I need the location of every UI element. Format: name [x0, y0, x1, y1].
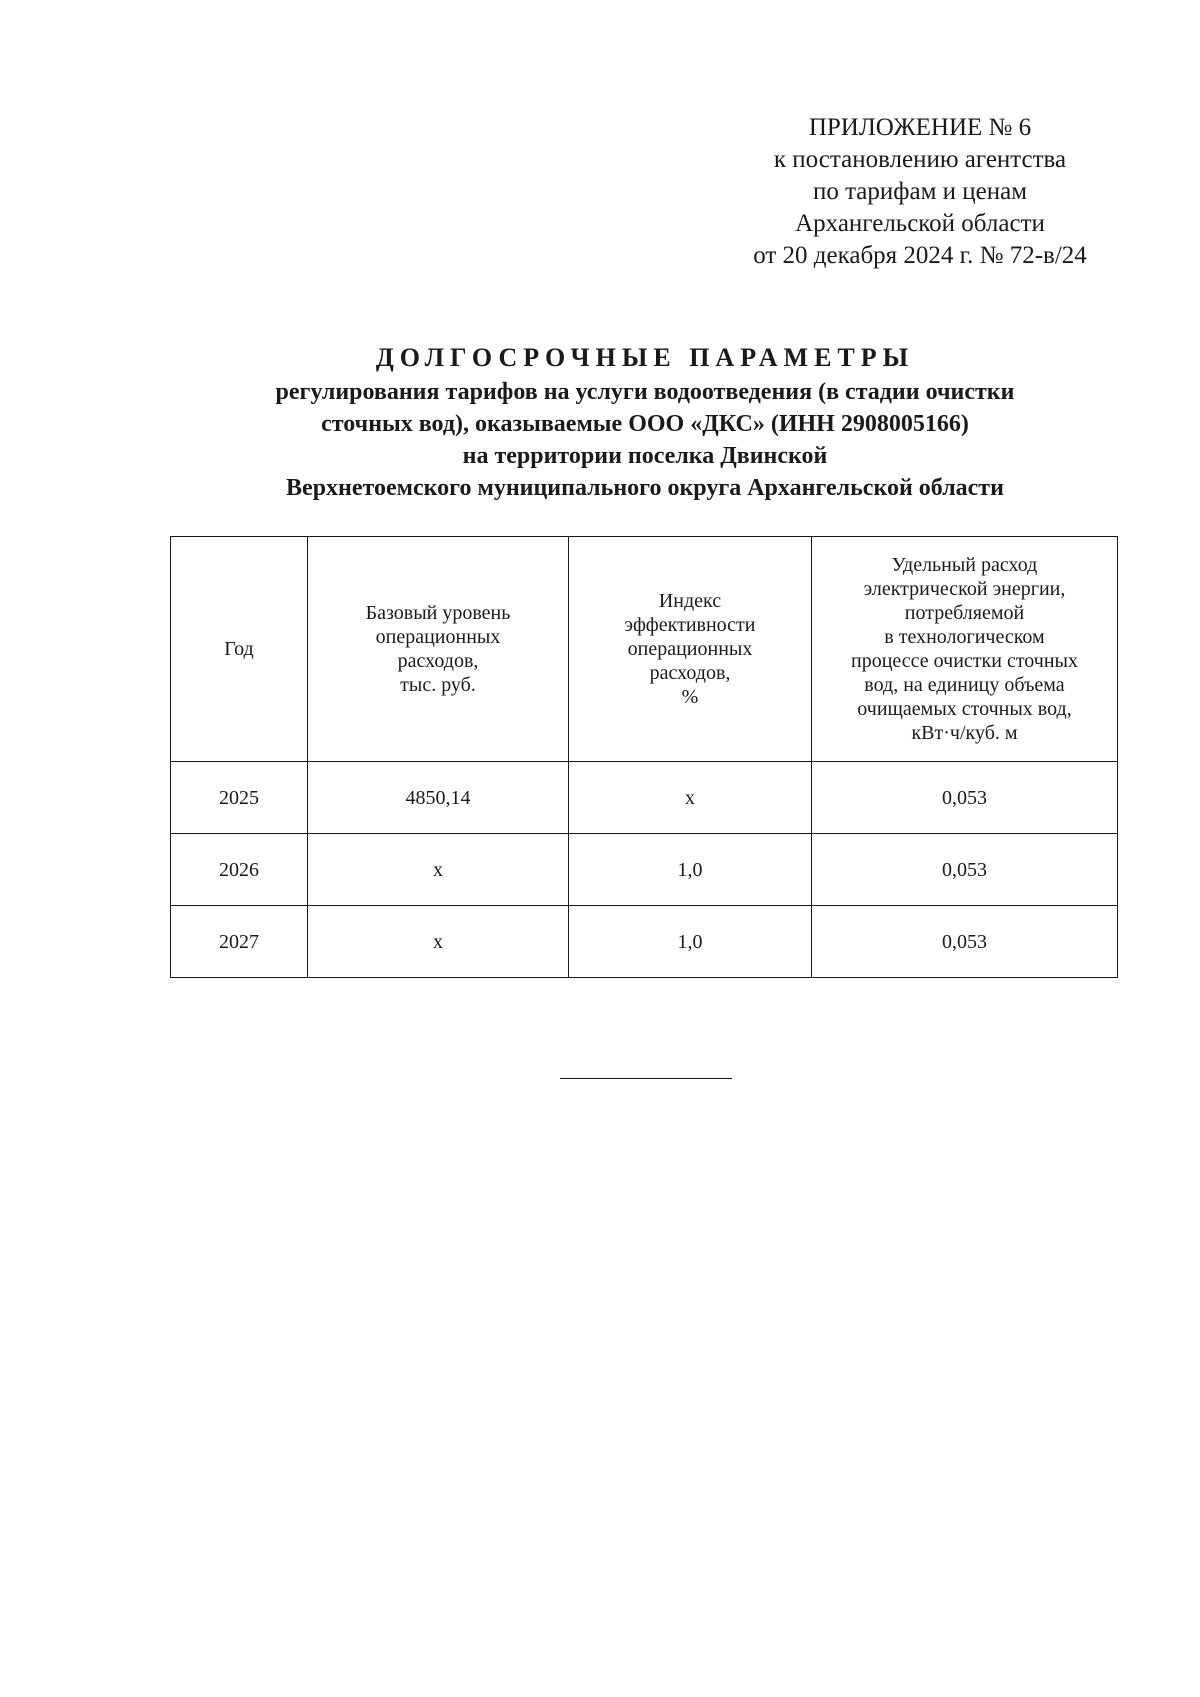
parameters-table: [170, 536, 1118, 978]
appendix-number: ПРИЛОЖЕНИЕ № 6: [808, 114, 1032, 141]
appendix-date: от 20 декабря 2024 г. № 72-в/24: [753, 242, 1087, 269]
subtitle-line-4: Верхнетоемского муниципального округа Архангельской области: [286, 475, 1004, 501]
cell-year: 2026: [171, 834, 308, 906]
table-row: [171, 906, 1118, 978]
subtitle-line-1: регулирования тарифов на услуги водоотведения (в стадии очистки: [275, 379, 1015, 405]
cell-electricity: 0,053: [812, 762, 1118, 834]
header-year: Год: [171, 537, 308, 762]
cell-year: 2027: [171, 906, 308, 978]
subtitle-line-3: на территории поселка Двинской: [462, 443, 828, 469]
closing-divider: [560, 1078, 732, 1079]
cell-base-cost: 4850,14: [308, 762, 569, 834]
header-base-cost: Базовый уровень операционных расходов, тыс. руб.: [308, 537, 569, 762]
cell-efficiency-index: 1,0: [569, 906, 812, 978]
header-efficiency-index: Индекс эффективности операционных расходов, %: [569, 537, 812, 762]
document-title: ДОЛГОСРОЧНЫЕ ПАРАМЕТРЫ: [375, 343, 915, 372]
cell-efficiency-index: х: [569, 762, 812, 834]
header-electricity: Удельный расход электрической энергии, потребляемой в технологическом процессе очистки сточных вод, на единицу объема очищаемых сточных вод, кВт·ч/куб. м: [812, 537, 1118, 762]
subtitle-line-2: сточных вод), оказываемые ООО «ДКС» (ИНН 2908005166): [321, 411, 969, 437]
cell-base-cost: х: [308, 834, 569, 906]
cell-base-cost: х: [308, 906, 569, 978]
cell-electricity: 0,053: [812, 834, 1118, 906]
appendix-block: [690, 112, 1150, 272]
document-heading: [150, 342, 1140, 504]
cell-year: 2025: [171, 762, 308, 834]
table-row: [171, 834, 1118, 906]
appendix-reference: к постановлению агентства: [773, 146, 1067, 173]
cell-efficiency-index: 1,0: [569, 834, 812, 906]
table-header-row: [171, 537, 1118, 762]
cell-electricity: 0,053: [812, 906, 1118, 978]
appendix-region: Архангельской области: [795, 210, 1045, 237]
table-row: [171, 762, 1118, 834]
appendix-agency: по тарифам и ценам: [812, 178, 1028, 205]
